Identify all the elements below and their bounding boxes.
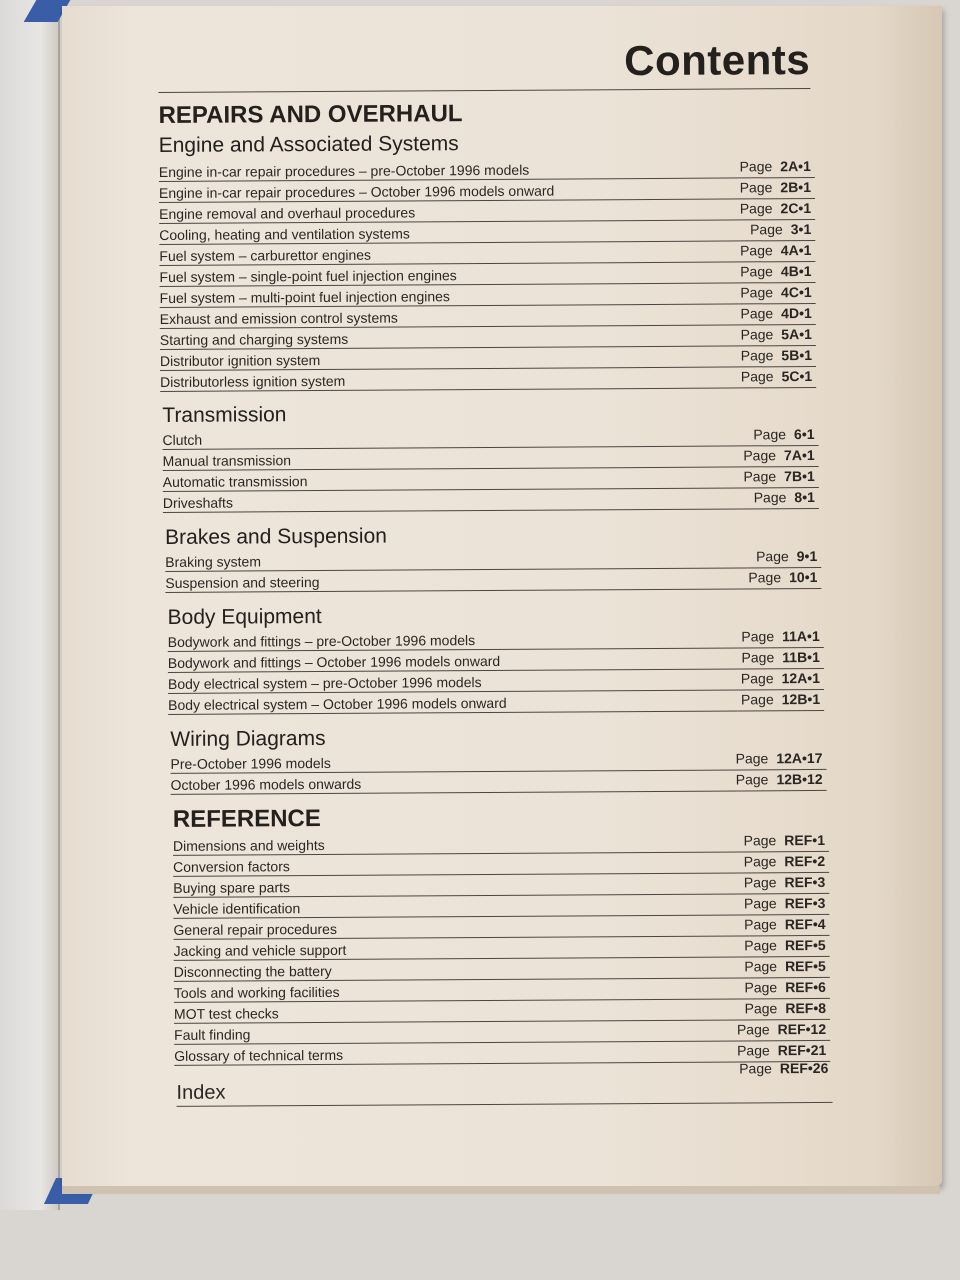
page-title: Contents — [624, 36, 811, 85]
toc-row-page: Page REF•12 — [736, 1020, 827, 1038]
toc-row[interactable] — [163, 487, 819, 513]
toc-row-label: Bodywork and fittings – pre-October 1996 models — [167, 632, 476, 650]
toc-row-label: Distributorless ignition system — [160, 372, 346, 390]
section-heading-engine: Engine and Associated Systems — [158, 132, 459, 157]
toc-row-label: Body electrical system – pre-October 1996 models — [167, 674, 482, 692]
toc-row-label: Fuel system – carburettor engines — [159, 246, 372, 264]
page-stack-edge — [62, 1186, 940, 1194]
toc-row-label: Suspension and steering — [165, 574, 320, 591]
toc-row-page: Page 5A•1 — [740, 326, 812, 343]
toc-row-page: Page REF•6 — [744, 978, 826, 996]
toc-row-page: Page 11A•1 — [741, 627, 820, 645]
index-label: Index — [176, 1081, 226, 1104]
toc-row-page: Page REF•8 — [744, 999, 827, 1017]
toc-row-label: Automatic transmission — [162, 473, 308, 490]
toc-row-label: Jacking and vehicle support — [173, 941, 347, 959]
toc-row-label: Driveshafts — [162, 494, 233, 511]
toc-row-label: October 1996 models onwards — [170, 775, 362, 793]
toc-row-label: Starting and charging systems — [159, 330, 349, 348]
toc-row-page: Page 4D•1 — [740, 305, 812, 322]
toc-row-label: Fuel system – single-point fuel injection engines — [159, 267, 457, 285]
toc-row-label: Bodywork and fittings – October 1996 models onward — [167, 652, 501, 671]
toc-row-label: Conversion factors — [173, 858, 290, 875]
toc-row-page: Page 12B•12 — [735, 770, 823, 788]
toc-row-label: Engine in-car repair procedures – October 1996 models onward — [158, 182, 555, 201]
toc-row-label: Cooling, heating and ventilation systems — [159, 225, 410, 243]
toc-row-page: Page REF•3 — [743, 894, 826, 912]
toc-row-page: Page 5B•1 — [740, 347, 813, 364]
section-heading-wiring: Wiring Diagrams — [170, 726, 326, 751]
toc-row[interactable] — [174, 1040, 830, 1066]
toc-row-page: Page 4C•1 — [740, 284, 812, 301]
toc-row-label: Buying spare parts — [173, 879, 291, 896]
toc-row-label: Clutch — [162, 431, 203, 448]
toc-row-page: Page 8•1 — [753, 488, 815, 506]
section-heading-brakes: Brakes and Suspension — [165, 524, 387, 549]
toc-row-label: Fuel system – multi-point fuel injection engines — [159, 288, 450, 306]
toc-row[interactable] — [171, 769, 827, 795]
toc-row-label: Engine removal and overhaul procedures — [159, 204, 416, 222]
toc-row-label: Fault finding — [174, 1026, 251, 1043]
section-heading-transmission: Transmission — [162, 403, 287, 427]
toc-row-label: Manual transmission — [162, 452, 292, 469]
toc-row-page: Page 7A•1 — [743, 446, 815, 464]
toc-row-page: Page REF•3 — [743, 873, 826, 891]
toc-row-label: MOT test checks — [173, 1005, 279, 1022]
toc-row-page: Page REF•5 — [744, 936, 826, 954]
toc-row-page: Page 5C•1 — [740, 368, 813, 385]
toc-row-page: Page 12A•1 — [740, 669, 821, 687]
toc-row[interactable] — [168, 689, 824, 715]
toc-row-label: General repair procedures — [173, 920, 337, 938]
toc-row-label: Pre-October 1996 models — [170, 754, 331, 772]
toc-row-page: Page REF•26 — [739, 1059, 829, 1077]
toc-row-label: Distributor ignition system — [159, 352, 321, 369]
toc-row-page: Page 2C•1 — [739, 200, 812, 217]
toc-row-label: Dimensions and weights — [172, 836, 325, 854]
toc-row-page: Page 10•1 — [748, 568, 818, 586]
section-heading-body: Body Equipment — [167, 605, 322, 629]
toc-row-page: Page 9•1 — [755, 547, 818, 565]
toc-row-page: Page 2B•1 — [739, 179, 812, 196]
toc-row-label: Glossary of technical terms — [174, 1046, 344, 1064]
toc-row-page: Page 4A•1 — [740, 242, 812, 259]
toc-row-label: Body electrical system – October 1996 models onward — [168, 694, 507, 713]
toc-row-page: Page REF•21 — [737, 1041, 827, 1059]
toc-row-page: Page 2A•1 — [739, 158, 811, 175]
toc-row-page: Page 12A•17 — [735, 749, 823, 767]
toc-row-page: Page REF•5 — [744, 957, 826, 975]
toc-row[interactable] — [160, 366, 816, 392]
toc-row-page: Page 4B•1 — [740, 263, 812, 280]
toc-row-page: Page REF•4 — [744, 915, 826, 933]
toc-row-page: Page REF•1 — [743, 831, 826, 849]
toc-row-index[interactable] — [176, 1059, 832, 1107]
toc-row-label: Engine in-car repair procedures – pre-October 1996 models — [158, 161, 530, 180]
toc-row-page: Page 3•1 — [749, 221, 812, 238]
toc-row[interactable] — [165, 567, 821, 593]
toc-row-label: Exhaust and emission control systems — [159, 309, 398, 327]
toc-row-label: Vehicle identification — [173, 900, 301, 917]
part-heading-repairs: REPAIRS AND OVERHAUL — [158, 100, 463, 129]
toc-row-page: Page 7B•1 — [743, 467, 815, 485]
left-page-edge — [0, 0, 60, 1210]
toc-row-page: Page 6•1 — [753, 425, 815, 443]
part-heading-reference: REFERENCE — [172, 805, 321, 833]
toc-row-label: Tools and working facilities — [173, 983, 340, 1001]
toc-row-page: Page REF•2 — [743, 852, 826, 870]
toc-row-page: Page 12B•1 — [740, 690, 821, 708]
toc-row-page: Page 11B•1 — [741, 648, 820, 666]
toc-row-label: Disconnecting the battery — [173, 962, 332, 980]
toc-row-label: Braking system — [165, 553, 261, 570]
